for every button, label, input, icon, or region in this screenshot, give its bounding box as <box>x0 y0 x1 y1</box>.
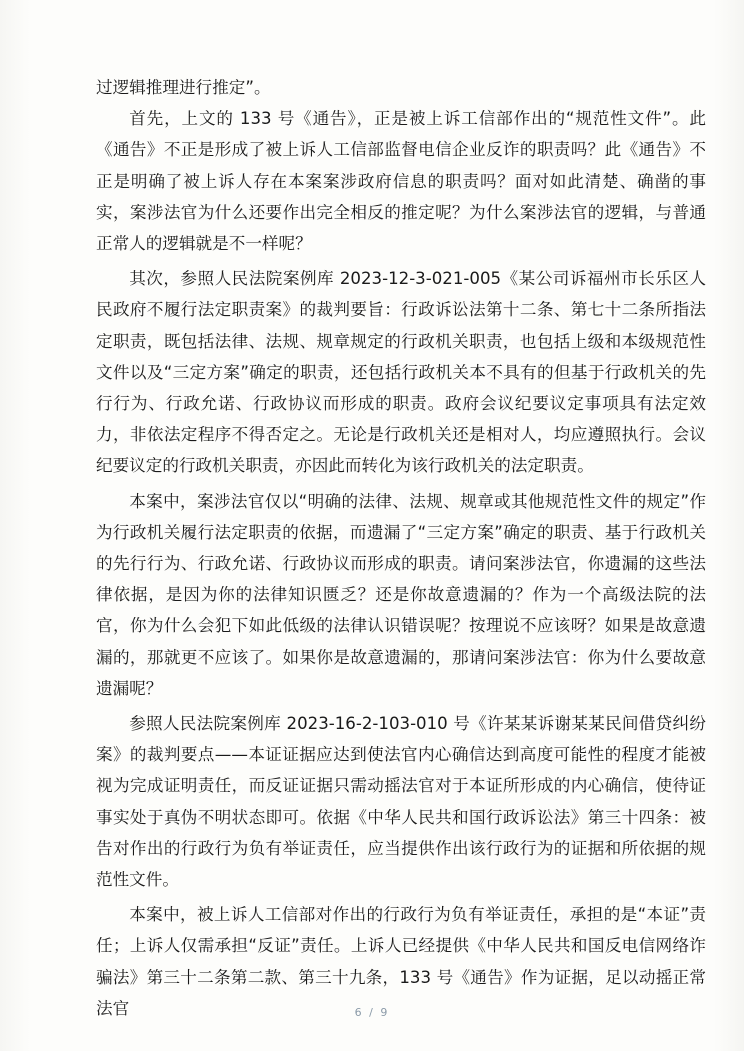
paragraph-2: 首先，上文的 133 号《通告》，正是被上诉工信部作出的“规范性文件”。此《通告》不正是形成了被上诉人工信部监督电信企业反诈的职责吗？此《通告》不正是明确了被上诉人存在本案案涉政府信息的职责吗？面对如此清楚、确凿的事实，案涉法官为什么还要作出完全相反的推定呢？为什么案涉法官的逻辑，与普通正常人的逻辑就是不一样呢？ <box>96 109 706 254</box>
paragraph-5: 参照人民法院案例库 2023-16-2-103-010 号《许某某诉谢某某民间借贷纠纷案》的裁判要点——本证证据应达到使法官内心确信达到高度可能性的程度才能被视为完成证明责任，而反证证据只需动摇法官对于本证所形成的内心确信，使待证事实处于真伪不明状态即可。依据《中华人民共和国行政诉讼法》第三十四条：被告对作出的行政行为负有举证责任，应当提供作出该行政行为的证据和所依据的规范性文件。 <box>96 714 706 890</box>
paragraph-4: 本案中，案涉法官仅以“明确的法律、法规、规章或其他规范性文件的规定”作为行政机关履行法定职责的依据，而遗漏了“三定方案”确定的职责、基于行政机关的先行行为、行政允诺、行政协议而形成的职责。请问案涉法官，你遗漏的这些法律依据，是因为你的法律知识匮乏？还是你故意遗漏的？作为一个高级法院的法官，你为什么会犯下如此低级的法律认识错误呢？按理说不应该呀？如果是故意遗漏的，那就更不应该了。如果你是故意遗漏的，那请问案涉法官：你为什么要故意遗漏呢？ <box>96 491 706 698</box>
paragraph-3: 其次，参照人民法院案例库 2023-12-3-021-005《某公司诉福州市长乐区人民政府不履行法定职责案》的裁判要旨：行政诉讼法第十二条、第七十二条所指法定职责，既包括法律、法规、规章规定的行政机关职责，也包括上级和本级规范性文件以及“三定方案”确定的职责，还包括行政机关本不具有的但基于行政机关的先行行为、行政允诺、行政协议而形成的职责。政府会议纪要议定事项具有法定效力，非依法定程序不得否定之。无论是行政机关还是相对人，均应遵照执行。会议纪要议定的行政机关职责，亦因此而转化为该行政机关的法定职责。 <box>96 269 706 476</box>
paragraph-1: 过逻辑推理进行推定”。 <box>96 78 271 97</box>
page-number: 6 / 9 <box>354 1006 390 1019</box>
paragraph-6: 本案中，被上诉人工信部对作出的行政行为负有举证责任，承担的是“本证”责任；上诉人仅需承担“反证”责任。上诉人已经提供《中华人民共和国反电信网络诈骗法》第三十二条第二款、第三十九条，133 号《通告》作为证据，足以动摇正常法官 <box>96 905 706 1018</box>
document-body <box>96 72 706 1024</box>
